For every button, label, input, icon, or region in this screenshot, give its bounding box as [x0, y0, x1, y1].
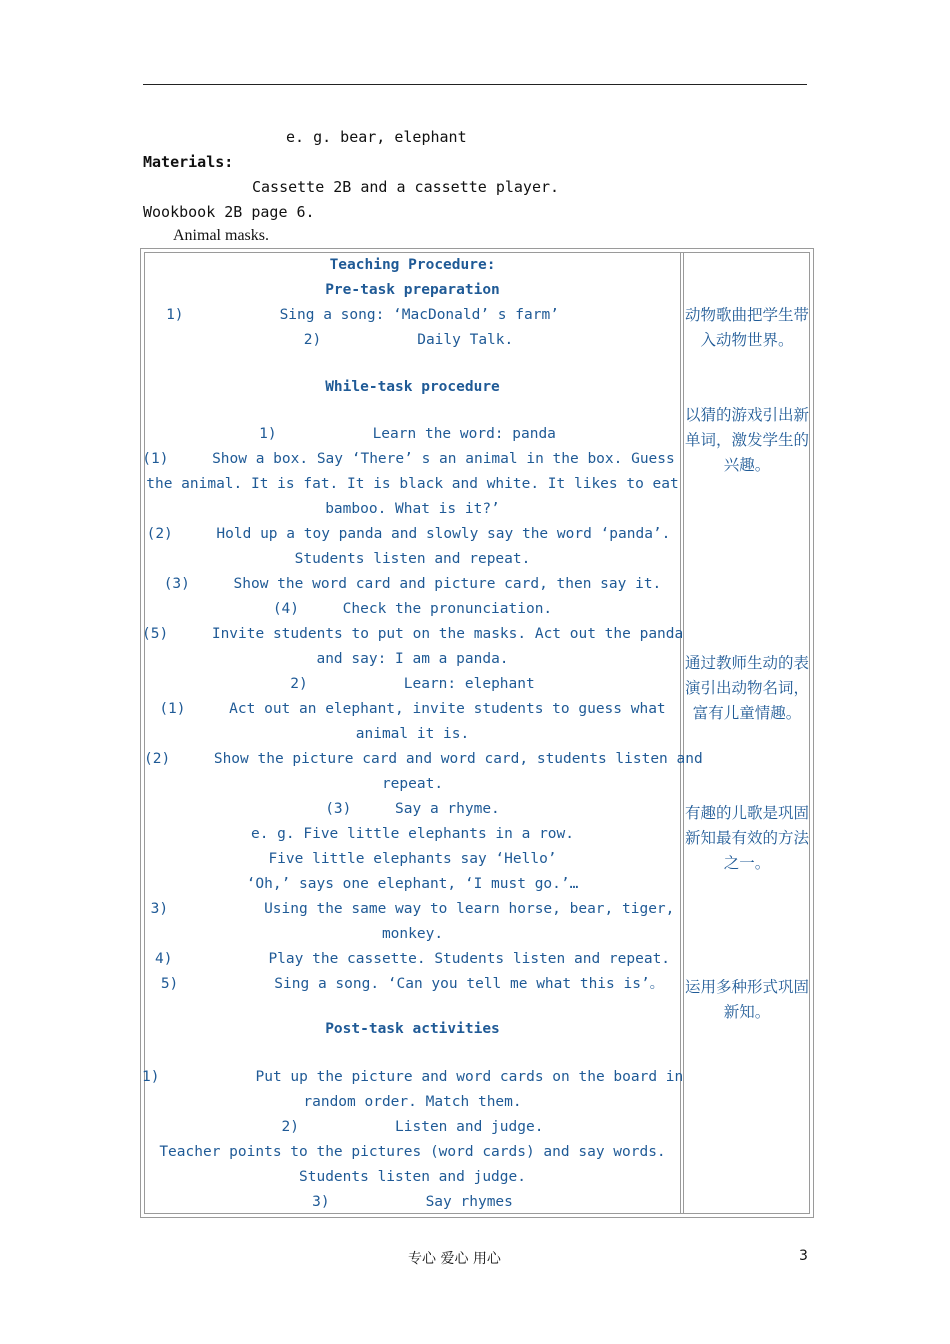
rhyme-line: e. g. Five little elephants in a row. [250, 826, 574, 842]
footer-motto: 专心 爱心 用心 [408, 1251, 501, 1267]
teaching-procedure-heading: Teaching Procedure: [329, 257, 496, 273]
procedure-line: Students listen and judge. [299, 1169, 526, 1185]
procedure-line: 1) Sing a song: ‘MacDonald’ s farm’ [166, 307, 559, 323]
procedure-line: monkey. [381, 926, 444, 942]
procedure-line: (3) Show the word card and picture card, then say it. [163, 576, 662, 592]
rhyme-line: Five little elephants say ‘Hello’ [268, 851, 557, 867]
teaching-note: 动物歌曲把学生带入动物世界。 [684, 306, 809, 349]
rhyme-line: ‘Oh,’ says one elephant, ‘I must go.’… [246, 876, 579, 892]
procedure-line: (1) Show a box. Say ‘There’ s an animal in the box. Guess [142, 451, 675, 467]
procedure-line: repeat. [381, 776, 444, 792]
procedure-line: 1) Learn the word: panda [259, 426, 556, 442]
post-task-heading: Post-task activities [325, 1021, 500, 1037]
procedure-line: 2) Listen and judge. [281, 1119, 544, 1135]
procedure-line: and say: I am a panda. [316, 651, 509, 667]
procedure-line: (1) Act out an elephant, invite students to guess what [159, 701, 666, 717]
material-item-workbook: Wookbook 2B page 6. [143, 203, 315, 221]
materials-label: Materials: [143, 153, 234, 171]
procedure-line: Students listen and repeat. [294, 551, 531, 567]
material-item-masks: Animal masks. [173, 227, 269, 244]
procedure-line: (4) Check the pronunciation. [272, 601, 553, 617]
procedure-line: 4) Play the cassette. Students listen and repeat. [154, 951, 671, 967]
procedure-line: random order. Match them. [303, 1094, 522, 1110]
procedure-line: 2) Learn: elephant [290, 676, 535, 692]
while-task-heading: While-task procedure [325, 379, 500, 395]
procedure-line: (3) Say a rhyme. [325, 801, 500, 817]
teaching-note: 以猜的游戏引出新单词，激发学生的兴趣。 [684, 406, 809, 474]
procedure-line: bamboo. What is it?’ [325, 501, 500, 517]
procedure-line: 3) Using the same way to learn horse, bear, tiger, [150, 901, 675, 917]
pre-task-heading: Pre-task preparation [325, 282, 500, 298]
page-number: 3 [799, 1248, 808, 1264]
material-item-cassette: Cassette 2B and a cassette player. [252, 178, 560, 196]
procedure-line: 3) Say rhymes [312, 1194, 513, 1210]
header-rule [143, 84, 807, 85]
procedure-line: Teacher points to the pictures (word cards) and say words. [159, 1144, 666, 1160]
procedure-line: the animal. It is fat. It is black and white. It likes to eat [146, 476, 679, 492]
example-line: e. g. bear, elephant [286, 128, 467, 146]
teaching-note: 有趣的儿歌是巩固新知最有效的方法之一。 [684, 804, 809, 872]
teaching-note: 运用多种形式巩固新知。 [684, 978, 809, 1021]
procedure-line: 5) Sing a song. ‘Can you tell me what this is’。 [160, 976, 665, 992]
procedure-line: 1) Put up the picture and word cards on the board in [142, 1069, 684, 1085]
procedure-line: (2) Hold up a toy panda and slowly say the word ‘panda’. [146, 526, 671, 542]
teaching-note: 通过教师生动的表演引出动物名词，富有儿童情趣。 [684, 654, 809, 722]
procedure-line: animal it is. [355, 726, 470, 742]
procedure-line: 2) Daily Talk. [303, 332, 514, 348]
procedure-line: (5) Invite students to put on the masks. Act out the panda [142, 626, 684, 642]
procedure-line: (2) Show the picture card and word card, students listen and [144, 751, 703, 767]
